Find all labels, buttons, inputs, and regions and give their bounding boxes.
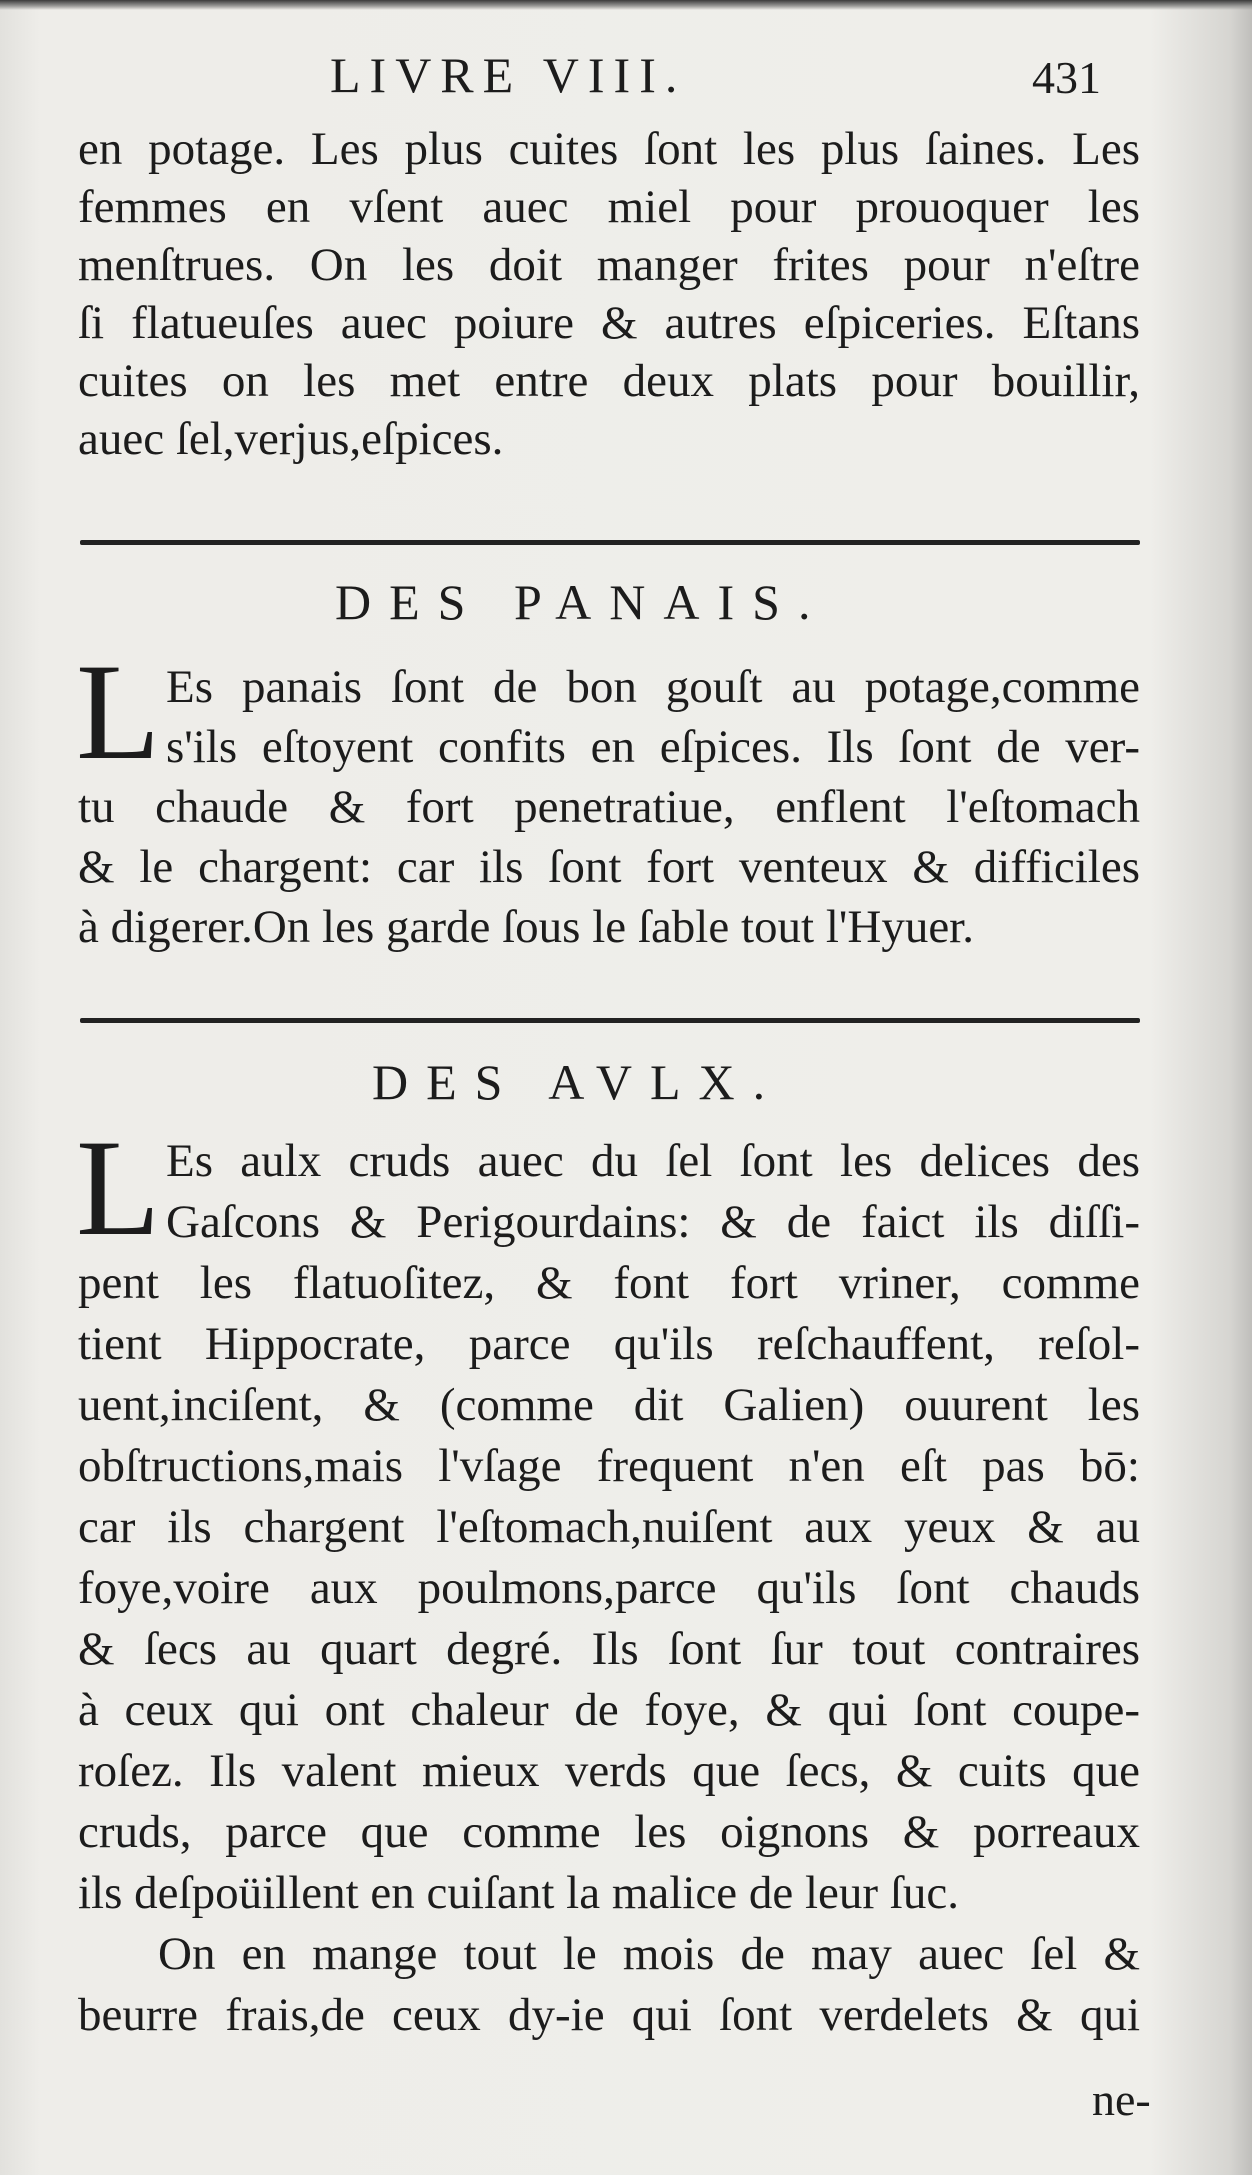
text-line: femmes en vſent auec miel pour prouoquer les: [78, 181, 1140, 233]
section-heading-panais: DES PANAIS.: [335, 574, 829, 630]
text-line: auec ſel,verjus,eſpices.: [78, 413, 504, 465]
page-top-edge: [0, 0, 1252, 10]
text-line: Gaſcons & Perigourdains: & de faict ils diſſi-: [166, 1196, 1140, 1248]
running-head: LIVRE VIII.: [330, 47, 687, 103]
text-line: à digerer.On les garde ſous le ſable tout l'Hyuer.: [78, 901, 974, 953]
dropcap-panais: L: [76, 635, 161, 788]
text-line: obſtructions,mais l'vſage frequent n'en eſt pas bō:: [78, 1440, 1140, 1492]
text-line: à ceux qui ont chaleur de foye, & qui ſont coupe-: [78, 1684, 1140, 1736]
text-line: beurre frais,de ceux dy-ie qui ſont verdelets & qui: [78, 1989, 1140, 2041]
text-line: roſez. Ils valent mieux verds que ſecs, & cuits que: [78, 1745, 1140, 1797]
section-rule: [80, 540, 1140, 545]
text-line: s'ils eſtoyent confits en eſpices. Ils ſont de ver-: [166, 721, 1140, 773]
text-line: Es panais ſont de bon gouſt au potage,comme: [166, 661, 1140, 713]
text-line: uent,inciſent, & (comme dit Galien) ouurent les: [78, 1379, 1140, 1431]
text-line: car ils chargent l'eſtomach,nuiſent aux yeux & au: [78, 1501, 1140, 1553]
text-line: Es aulx cruds auec du ſel ſont les delices des: [166, 1135, 1140, 1187]
text-line: ſi flatueuſes auec poiure & autres eſpiceries. Eſtans: [78, 297, 1140, 349]
text-line: & ſecs au quart degré. Ils ſont ſur tout contraires: [78, 1623, 1140, 1675]
text-line: tu chaude & fort penetratiue, enflent l'eſtomach: [78, 781, 1140, 833]
section-heading-aulx: DES AVLX.: [372, 1054, 784, 1110]
text-line: foye,voire aux poulmons,parce qu'ils ſont chauds: [78, 1562, 1140, 1614]
text-line: tient Hippocrate, parce qu'ils reſchauffent, reſol-: [78, 1318, 1140, 1370]
dropcap-aulx: L: [76, 1111, 161, 1264]
catchword: ne-: [1092, 2074, 1151, 2125]
text-line: cuites on les met entre deux plats pour bouillir,: [78, 355, 1140, 407]
text-line: & le chargent: car ils ſont fort venteux & difficiles: [78, 841, 1140, 893]
text-line: ils deſpoüillent en cuiſant la malice de leur ſuc.: [78, 1867, 959, 1919]
text-line: cruds, parce que comme les oignons & porreaux: [78, 1806, 1140, 1858]
text-line: pent les flatuoſitez, & font fort vriner, comme: [78, 1257, 1140, 1309]
section-rule: [80, 1018, 1140, 1023]
page-number: 431: [1032, 52, 1101, 103]
text-line: menſtrues. On les doit manger frites pour n'eſtre: [78, 239, 1140, 291]
text-line: On en mange tout le mois de may auec ſel &: [158, 1928, 1140, 1980]
text-line: en potage. Les plus cuites ſont les plus ſaines. Les: [78, 123, 1140, 175]
